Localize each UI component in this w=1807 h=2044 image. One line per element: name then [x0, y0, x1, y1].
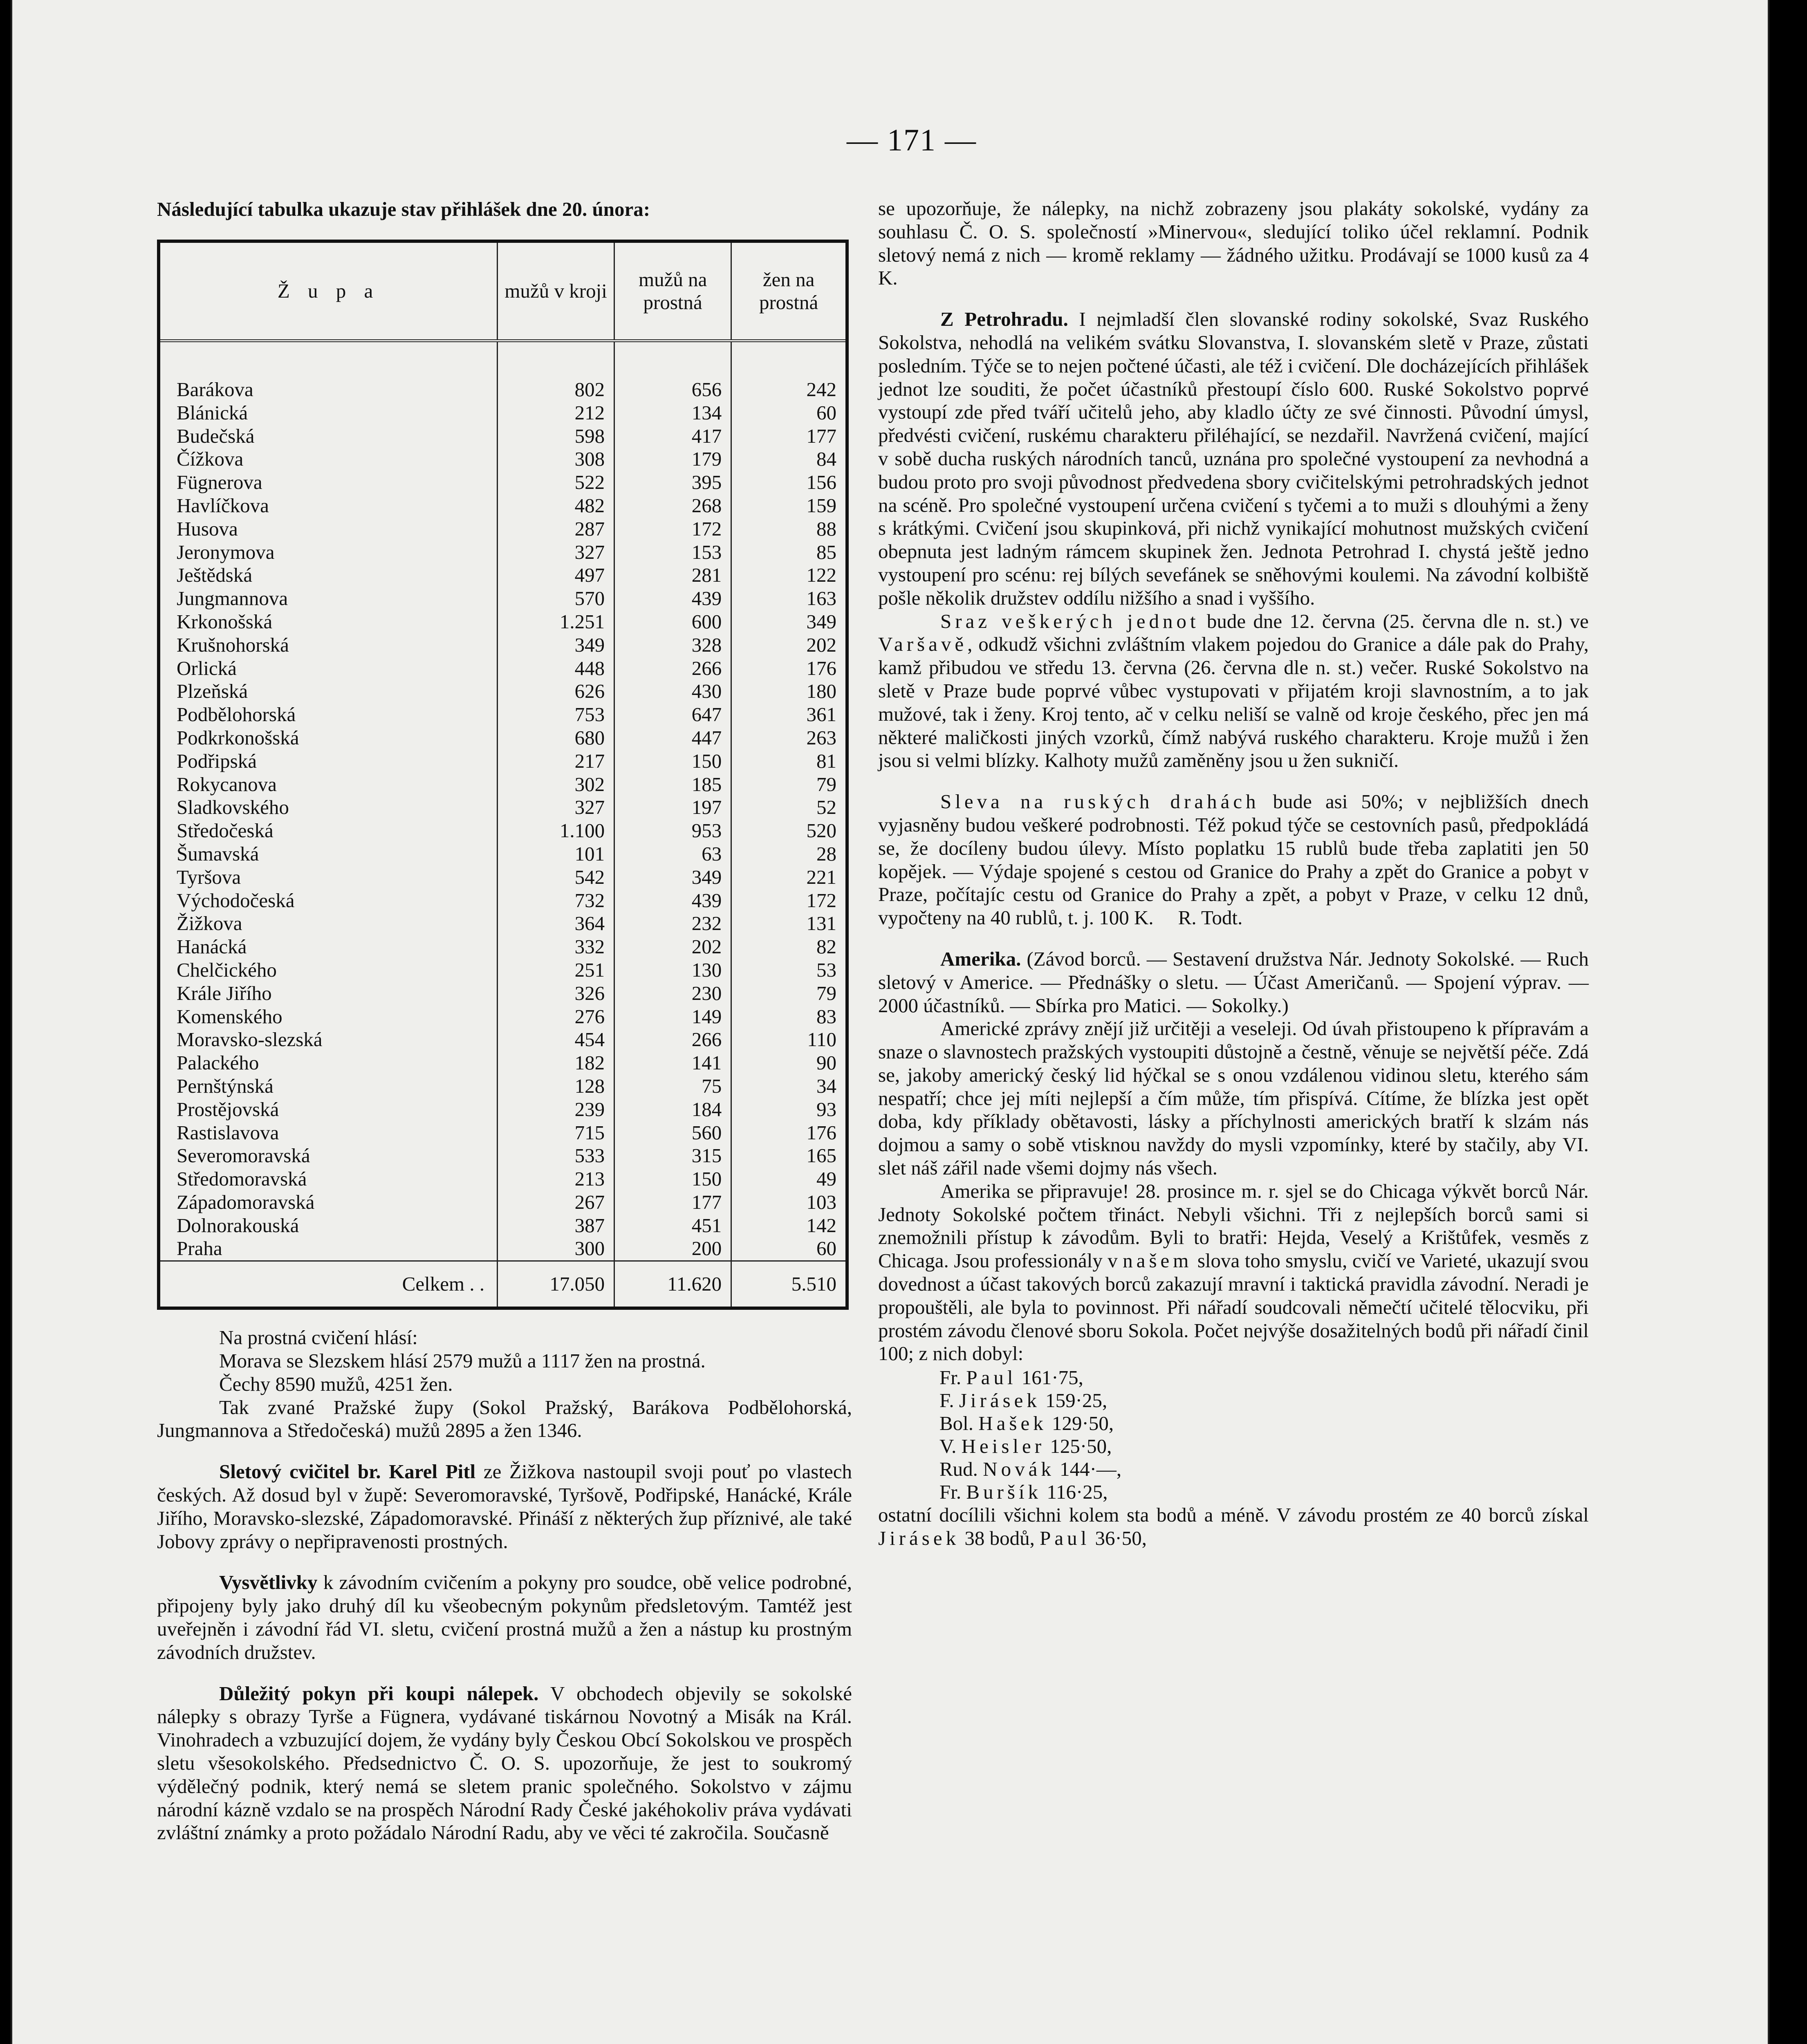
table-row [159, 912, 847, 935]
muzu-prostna-value: 395 [614, 471, 731, 494]
muzu-kroj-value: 101 [498, 843, 614, 866]
after-table-notes [157, 1326, 852, 1442]
result-pre: Fr. [939, 1481, 966, 1504]
paragraph-continuation: se upozorňuje, že nálepky, na nichž zobrazeny jsou plakáty sokolské, vydány za souhlasu Č. O. S. společností »Minervou«, sledující toliko účel reklamní. Podnik sletový nemá z nich — kromě reklamy — žádného užitku. Prodávají se 1000 kusů za 4 K. [878, 197, 1589, 289]
result-sp: Heisler [961, 1435, 1045, 1458]
run-spaced: našem [1123, 1249, 1193, 1272]
table-row [159, 1098, 847, 1121]
muzu-prostna-value: 134 [614, 401, 731, 425]
muzu-prostna-value: 202 [614, 935, 731, 959]
zupa-name: Krušnohorská [177, 633, 289, 656]
muzu-prostna-value: 417 [614, 425, 731, 448]
zen-prostna-value: 202 [731, 634, 847, 657]
table-row [159, 448, 847, 471]
muzu-prostna-value: 281 [614, 564, 731, 587]
total-muzu-prostna: 11.620 [614, 1261, 731, 1309]
muzu-kroj-value: 570 [498, 587, 614, 610]
results-list [939, 1366, 1589, 1504]
muzu-prostna-value: 141 [614, 1051, 731, 1075]
table-row [159, 703, 847, 726]
zen-prostna-value: 83 [731, 1005, 847, 1029]
zupa-name: Prostějovská [177, 1098, 279, 1121]
zupa-name: Dolnorakouská [177, 1214, 299, 1237]
table-row [159, 634, 847, 657]
zupa-name: Východočeská [177, 889, 295, 912]
paragraph-amerika-1: Americké zprávy znějí již určitěji a veseleji. Od úvah přistoupeno k přípravám a snaze o slavnostech pražských vystoupiti důstojně a čestně, věnuje se největší péče. Zdá se, jakoby americký český lid hýčkal se s onou vzdálenou vidinou sletu, kterého sám nespatří; chce jej míti nejlepší a čím může, tím přispívá. Cítíme, že blízka jest opět doba, kdy příklady obětavosti, lásky a příchylnosti amerických bratří k slzám nás dojmou a samy o sobě vtisknou navždy do mysli vzpomínky, které by stačily, aby VI. slet náš zářil nade všemi dojmy nás všech. [878, 1017, 1589, 1179]
zupa-name: Praha [177, 1237, 222, 1260]
registration-table [157, 240, 849, 1310]
col-header-zen-prostna: žen na prostná [731, 241, 847, 341]
paragraph-amerika-2 [878, 1180, 1589, 1365]
zupa-name: Severomoravská [177, 1144, 310, 1167]
paragraph-pitl [157, 1460, 852, 1553]
signature: R. Todt. [1178, 906, 1243, 929]
zen-prostna-value: 81 [731, 750, 847, 773]
muzu-kroj-value: 482 [498, 494, 614, 518]
table-row [159, 494, 847, 518]
zupa-name: Rastislavova [177, 1121, 279, 1144]
muzu-kroj-value: 1.100 [498, 819, 614, 843]
run-bold: Sletový cvičitel br. Karel Pitl [219, 1460, 476, 1483]
right-column [878, 197, 1589, 1550]
zen-prostna-value: 520 [731, 819, 847, 843]
muzu-prostna-value: 349 [614, 866, 731, 889]
muzu-prostna-value: 451 [614, 1214, 731, 1237]
total-row [159, 1261, 847, 1309]
muzu-kroj-value: 387 [498, 1214, 614, 1237]
result-sp: Novák [983, 1458, 1055, 1481]
zupa-name: Palackého [177, 1051, 259, 1074]
zupa-name: Podřipská [177, 749, 257, 772]
zen-prostna-value: 103 [731, 1191, 847, 1214]
run: bude asi 50%; v nejbližších dnech vyjasněny budou veškeré podrobnosti. Též pokud týče se cestovních pasů, předpokládá se, že docíleny budou úlevy. Místo poplatku 15 rublů bude třeba zaplatiti jen 50 kopějek. — Výdaje spojené s cestou od Granice do Prahy a zpět do Granice a pobyt v Praze, počítajíc cestu od Granice do Prahy a zpět, a pobyt v Praze, v celku 12 dnů, vypočteny na 40 rublů, t. j. 100 K. [878, 790, 1589, 929]
muzu-kroj-value: 302 [498, 773, 614, 796]
muzu-kroj-value: 308 [498, 448, 614, 471]
run: (Závod borců. — Sestavení družstva Nár. Jednoty Sokolské. — Ruch sletový v Americe. — Přednášky o sletu. — Účast Američanů. — Spojení výprav. — 2000 účastníků. — Sbírka pro Matici. — Sokolky.) [878, 947, 1589, 1017]
table-row [159, 471, 847, 494]
paragraph-vysvetlivky [157, 1571, 852, 1664]
run: V obchodech objevily se sokolské nálepky s obrazy Tyrše a Fügnera, vydávané tiskárnou Novotný a Misák na Král. Vinohradech a vzbuzující dojem, že vydány byly Českou Obcí Sokolskou ve prospěch sletu všesokolského. Předsednictvo Č. O. S. upozorňuje, že jest to soukromý výdělečný podnik, který nemá se sletem pranic společného. Sokolstvo v zájmu národní kázně vzdalo se na prospěch Národní Rady České jakéhokoliv práva vydávati zvláštní známky a proto požádalo Národní Radu, aby ve věci té zakročila. Současně [157, 1682, 852, 1844]
paragraph-pokyn [157, 1682, 852, 1845]
zen-prostna-value: 110 [731, 1028, 847, 1051]
zupa-name: Krkonošská [177, 610, 273, 633]
zupa-name: Podkrkonošská [177, 726, 299, 749]
muzu-prostna-value: 197 [614, 796, 731, 819]
result-line [939, 1412, 1589, 1435]
muzu-prostna-value: 600 [614, 610, 731, 634]
run: 38 bodů, [960, 1527, 1040, 1550]
note-line: Tak zvané Pražské župy (Sokol Pražský, Barákova Podbělohorská, Jungmannova a Středočeská) mužů 2895 a žen 1346. [157, 1396, 852, 1442]
muzu-prostna-value: 430 [614, 680, 731, 703]
table-row [159, 1051, 847, 1075]
result-line [939, 1481, 1589, 1504]
zen-prostna-value: 242 [731, 341, 847, 401]
zupa-name: Hanácká [177, 935, 247, 958]
table-row [159, 889, 847, 912]
result-sp: Buršík [966, 1481, 1042, 1504]
muzu-prostna-value: 268 [614, 494, 731, 518]
muzu-kroj-value: 533 [498, 1144, 614, 1168]
muzu-prostna-value: 647 [614, 703, 731, 726]
muzu-prostna-value: 153 [614, 541, 731, 564]
zupa-name: Rokycanova [177, 773, 277, 796]
result-line [939, 1458, 1589, 1481]
table-row [159, 341, 847, 401]
run: bude dne 12. června (25. června dle n. st.) ve [1199, 610, 1589, 632]
muzu-prostna-value: 315 [614, 1144, 731, 1168]
zupa-name: Šumavská [177, 842, 259, 865]
table-row [159, 959, 847, 982]
run-bold: Důležitý pokyn při koupi nálepek. [219, 1682, 539, 1705]
muzu-kroj-value: 217 [498, 750, 614, 773]
zen-prostna-value: 361 [731, 703, 847, 726]
zen-prostna-value: 52 [731, 796, 847, 819]
run: slova toho smyslu, cvičí ve Varieté, ukazují svou dovednost a účast takových borců zakazují mravní i taktická pravidla závodní. Neradi je propouštěli, ale byla to povinnost. Při nářadí soudcovali němečtí učitelé tělocviku, při prostém závodu členové sboru Sokola. Počet nejvýše dosažitelných bodů při nářadí činil 100; z nich dobyl: [878, 1249, 1589, 1365]
result-post: 125·50, [1045, 1435, 1112, 1458]
muzu-kroj-value: 680 [498, 726, 614, 750]
note-line: Morava se Slezskem hlásí 2579 mužů a 1117 žen na prostná. [219, 1349, 706, 1372]
zupa-name: Západomoravská [177, 1190, 315, 1213]
zupa-name: Jungmannova [177, 587, 288, 610]
table-row [159, 726, 847, 750]
result-line [939, 1389, 1589, 1412]
run: ostatní docílili všichni kolem sta bodů a méně. V závodu prostém ze 40 borců získal [878, 1504, 1589, 1526]
muzu-kroj-value: 802 [498, 341, 614, 401]
zupa-name: Jeronymova [177, 540, 275, 563]
table-row [159, 587, 847, 610]
zen-prostna-value: 49 [731, 1168, 847, 1191]
col-header-muzu-prostna: mužů na prostná [614, 241, 731, 341]
muzu-prostna-value: 953 [614, 819, 731, 843]
run: k závodním cvičením a pokyny pro soudce, obě velice podrobné, připojeny byly jako druhý díl ku všeobecným pokynům předsletovým. Tamtéž jest uveřejněn i závodní řád VI. sletu, cvičení prostná mužů a žen a nástup ku prostným závodních družstev. [157, 1571, 852, 1663]
table-row [159, 866, 847, 889]
result-post: 159·25, [1040, 1389, 1108, 1412]
zupa-name: Fügnerova [177, 471, 262, 494]
result-sp: Jirásek [959, 1389, 1040, 1412]
note-line: Na prostná cvičení hlásí: [219, 1326, 418, 1349]
table-row [159, 680, 847, 703]
zen-prostna-value: 263 [731, 726, 847, 750]
table-row [159, 1121, 847, 1145]
table-row [159, 819, 847, 843]
muzu-prostna-value: 232 [614, 912, 731, 935]
zupa-name: Plzeňská [177, 680, 248, 703]
zen-prostna-value: 165 [731, 1144, 847, 1168]
muzu-prostna-value: 328 [614, 634, 731, 657]
table-row [159, 1214, 847, 1237]
table-row [159, 796, 847, 819]
zupa-name: Středočeská [177, 819, 274, 842]
muzu-kroj-value: 364 [498, 912, 614, 935]
muzu-kroj-value: 327 [498, 796, 614, 819]
zupa-name: Blánická [177, 401, 248, 424]
muzu-kroj-value: 300 [498, 1237, 614, 1261]
result-post: 161·75, [1016, 1366, 1083, 1389]
zupa-name: Budečská [177, 424, 255, 447]
muzu-kroj-value: 326 [498, 982, 614, 1005]
run-spaced: Paul [1040, 1527, 1090, 1550]
muzu-kroj-value: 454 [498, 1028, 614, 1051]
result-post: 129·50, [1047, 1412, 1114, 1435]
table-row [159, 1168, 847, 1191]
run: ze Žižkova nastoupil svoji pouť po vlastech českých. Až dosud byl v župě: Severomoravské, Tyršově, Podřipské, Hanácké, Krále Jiřího, Moravsko-slezské, Západomoravské. Přináší z některých žup příznivé, ale také Jobovy zprávy o nepřipravenosti prostných. [157, 1460, 852, 1553]
muzu-prostna-value: 447 [614, 726, 731, 750]
table-row [159, 610, 847, 634]
run: 36·50, [1090, 1527, 1147, 1550]
zupa-name: Orlická [177, 657, 237, 679]
zupa-name: Komenského [177, 1005, 282, 1028]
table-row [159, 564, 847, 587]
result-pre: F. [939, 1389, 959, 1412]
zen-prostna-value: 176 [731, 1121, 847, 1145]
zupa-name: Husova [177, 517, 238, 540]
zen-prostna-value: 28 [731, 843, 847, 866]
muzu-kroj-value: 715 [498, 1121, 614, 1145]
run-bold: Vysvětlivky [219, 1571, 318, 1594]
muzu-prostna-value: 185 [614, 773, 731, 796]
result-pre: Rud. [939, 1458, 983, 1481]
muzu-prostna-value: 439 [614, 587, 731, 610]
zupa-name: Havlíčkova [177, 494, 269, 517]
muzu-prostna-value: 560 [614, 1121, 731, 1145]
muzu-kroj-value: 267 [498, 1191, 614, 1214]
note-line: Čechy 8590 mužů, 4251 žen. [219, 1372, 453, 1395]
muzu-kroj-value: 213 [498, 1168, 614, 1191]
run-spaced: Sleva na ruských drahách [940, 790, 1260, 813]
muzu-kroj-value: 732 [498, 889, 614, 912]
result-post: 144·—, [1054, 1458, 1122, 1481]
muzu-kroj-value: 349 [498, 634, 614, 657]
table-row [159, 401, 847, 425]
total-zen-prostna: 5.510 [731, 1261, 847, 1309]
zen-prostna-value: 159 [731, 494, 847, 518]
table-row [159, 750, 847, 773]
muzu-kroj-value: 542 [498, 866, 614, 889]
muzu-prostna-value: 63 [614, 843, 731, 866]
result-sp: Hašek [978, 1412, 1047, 1435]
table-row [159, 773, 847, 796]
table-row [159, 1075, 847, 1098]
zen-prostna-value: 93 [731, 1098, 847, 1121]
muzu-kroj-value: 1.251 [498, 610, 614, 634]
muzu-kroj-value: 497 [498, 564, 614, 587]
col-header-zupa: Ž u p a [159, 241, 498, 341]
muzu-prostna-value: 75 [614, 1075, 731, 1098]
run-spaced: Varšavě [878, 633, 968, 656]
muzu-prostna-value: 184 [614, 1098, 731, 1121]
zen-prostna-value: 177 [731, 425, 847, 448]
table-row [159, 1191, 847, 1214]
muzu-prostna-value: 439 [614, 889, 731, 912]
table-row [159, 541, 847, 564]
muzu-prostna-value: 230 [614, 982, 731, 1005]
zupa-name: Podbělohorská [177, 703, 296, 726]
table-row [159, 982, 847, 1005]
zen-prostna-value: 79 [731, 773, 847, 796]
zen-prostna-value: 131 [731, 912, 847, 935]
muzu-kroj-value: 598 [498, 425, 614, 448]
zen-prostna-value: 53 [731, 959, 847, 982]
table-row [159, 1144, 847, 1168]
scanned-page [11, 0, 1769, 2044]
result-post: 116·25, [1042, 1481, 1108, 1504]
result-pre: Fr. [939, 1366, 966, 1389]
muzu-prostna-value: 266 [614, 657, 731, 680]
zupa-name: Žižkova [177, 912, 242, 935]
zupa-name: Čížkova [177, 448, 244, 471]
table-row [159, 1237, 847, 1261]
zen-prostna-value: 349 [731, 610, 847, 634]
table-row [159, 425, 847, 448]
muzu-kroj-value: 287 [498, 518, 614, 541]
result-pre: V. [939, 1435, 962, 1458]
table-body [159, 341, 847, 1261]
muzu-kroj-value: 251 [498, 959, 614, 982]
zen-prostna-value: 34 [731, 1075, 847, 1098]
col-header-muzu-kroj: mužů v kroji [498, 241, 614, 341]
zen-prostna-value: 172 [731, 889, 847, 912]
zupa-name: Barákova [177, 378, 253, 401]
muzu-prostna-value: 179 [614, 448, 731, 471]
table-row [159, 518, 847, 541]
zen-prostna-value: 176 [731, 657, 847, 680]
run-spaced: Jirásek [878, 1527, 960, 1550]
muzu-prostna-value: 172 [614, 518, 731, 541]
table-heading: Následující tabulka ukazuje stav přihlášek dne 20. února: [157, 198, 650, 220]
table-row [159, 935, 847, 959]
zupa-name: Ještědská [177, 564, 253, 587]
zupa-name: Moravsko-slezská [177, 1028, 323, 1051]
zen-prostna-value: 122 [731, 564, 847, 587]
muzu-kroj-value: 182 [498, 1051, 614, 1075]
zen-prostna-value: 84 [731, 448, 847, 471]
muzu-kroj-value: 332 [498, 935, 614, 959]
muzu-prostna-value: 130 [614, 959, 731, 982]
run-spaced: Sraz veškerých jednot [940, 610, 1199, 632]
zen-prostna-value: 180 [731, 680, 847, 703]
zupa-name: Pernštýnská [177, 1074, 274, 1097]
table-row [159, 657, 847, 680]
muzu-prostna-value: 150 [614, 1168, 731, 1191]
run-bold: Z Petrohradu. [940, 308, 1068, 331]
zen-prostna-value: 60 [731, 1237, 847, 1261]
table-row [159, 1005, 847, 1029]
result-line [939, 1366, 1589, 1389]
muzu-kroj-value: 753 [498, 703, 614, 726]
paragraph-amerika-head [878, 948, 1589, 1017]
page-number: — 171 — [847, 123, 977, 157]
result-pre: Bol. [939, 1412, 979, 1435]
zupa-name: Tyršova [177, 865, 241, 888]
muzu-kroj-value: 626 [498, 680, 614, 703]
table-row [159, 843, 847, 866]
paragraph-petrohrad [878, 308, 1589, 610]
muzu-kroj-value: 327 [498, 541, 614, 564]
total-muzu-kroj: 17.050 [498, 1261, 614, 1309]
zen-prostna-value: 85 [731, 541, 847, 564]
muzu-prostna-value: 200 [614, 1237, 731, 1261]
muzu-prostna-value: 266 [614, 1028, 731, 1051]
zen-prostna-value: 79 [731, 982, 847, 1005]
result-line [939, 1435, 1589, 1458]
zen-prostna-value: 90 [731, 1051, 847, 1075]
muzu-kroj-value: 212 [498, 401, 614, 425]
zen-prostna-value: 142 [731, 1214, 847, 1237]
zen-prostna-value: 221 [731, 866, 847, 889]
muzu-prostna-value: 656 [614, 341, 731, 401]
left-column [157, 197, 852, 1845]
paragraph-last [878, 1504, 1589, 1550]
zen-prostna-value: 156 [731, 471, 847, 494]
run: I nejmladší člen slovanské rodiny sokolské, Svaz Ruského Sokolstva, nehodlá na velikém svátku Slovanstva, I. slovanském sletě v Praze, zůstati posledním. Týče se to nejen počtené účasti, ale též i cvičení. Dle docházejících přihlášek jednot lze souditi, že počet účastníků přestoupí číslo 600. Ruské Sokolstvo poprvé vystoupí zde před tváří učitelů jeho, aby kladlo účty ze své činnosti. Původní úmysl, předvésti cvičení, ruskému charakteru přiléhající, se nezdařil. Navržená cvičení, mající v sobě ducha ruských národních tanců, uznána pro společné vystoupení za nevhodná a budou proto pro svoji původnost předvedena sbory cvičitelskými petrohradských jednot na scéně. Pro společné vystoupení určena cvičení s tyčemi a to muži s dlouhými a ženy s krátkými. Cvičení jsou skupinková, při nichž vynikající mohutnost mužských cvičení obepnuta jest ladným rámcem skupinek žen. Jednota Petrohrad I. chystá ještě jedno vystoupení pro scénu: rej bílých sevefánek se sněhovými koulemi. Na závodní kolbiště pošle několik družstev oddílu nižšího a snad i vyššího. [878, 308, 1589, 609]
zupa-name: Chelčického [177, 958, 277, 981]
zupa-name: Sladkovského [177, 796, 289, 819]
run-bold: Amerika. [940, 947, 1021, 970]
muzu-prostna-value: 177 [614, 1191, 731, 1214]
run: , odkudž všichni zvláštním vlakem pojedou do Granice a dále pak do Prahy, kamž přibudou ve středu 13. června (26. června dle n. st.) večer. Ruské Sokolstvo na sletě v Praze bude poprvé vůbec vystupovati v přijatém kroji slavnostním, a to jak mužové, tak i ženy. Kroj tento, ač v celku neliší se valně od kroje českého, přec jen má některé maličkosti jiných vzorků, čímž nabývá ruského charakteru. Kroje mužů i žen jsou si velmi blízky. Kalhoty mužů zaměněny jsou u žen sukničí. [878, 633, 1589, 772]
zupa-name: Krále Jiřího [177, 982, 272, 1004]
muzu-kroj-value: 522 [498, 471, 614, 494]
zupa-name: Středomoravská [177, 1168, 307, 1190]
paragraph-sraz [878, 610, 1589, 773]
zen-prostna-value: 163 [731, 587, 847, 610]
zen-prostna-value: 82 [731, 935, 847, 959]
zen-prostna-value: 60 [731, 401, 847, 425]
muzu-kroj-value: 448 [498, 657, 614, 680]
muzu-prostna-value: 149 [614, 1005, 731, 1029]
total-label: Celkem . . [159, 1261, 498, 1309]
muzu-prostna-value: 150 [614, 750, 731, 773]
zen-prostna-value: 88 [731, 518, 847, 541]
table-row [159, 1028, 847, 1051]
muzu-kroj-value: 128 [498, 1075, 614, 1098]
result-sp: Paul [966, 1366, 1017, 1389]
muzu-kroj-value: 276 [498, 1005, 614, 1029]
paragraph-sleva [878, 790, 1589, 930]
muzu-kroj-value: 239 [498, 1098, 614, 1121]
run: Amerika se připravuje! 28. prosince m. r. sjel se do Chicaga výkvět borců Nár. Jednoty Sokolské počtem třináct. Nebyli všichni. Tři z nejlepších borců sami si znemožnili přístup k závodům. Byli to bratři: Hejda, Veselý a Krištůfek, vesměs z Chicaga. Jsou professionály v [878, 1179, 1589, 1272]
